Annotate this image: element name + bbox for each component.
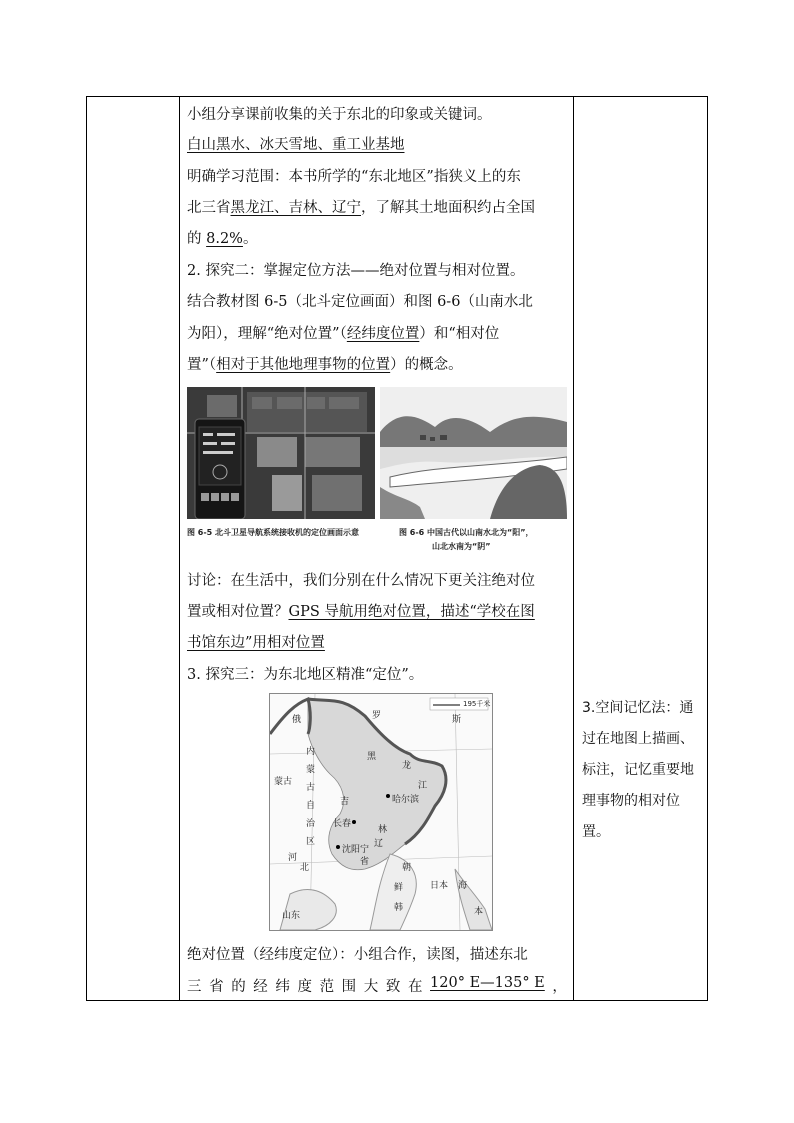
text-line-justified: 三 省 的 经 纬 度 范 围 大 致 在 120° E—135° E ， <box>187 975 567 995</box>
map-label: 蒙 <box>306 765 316 775</box>
figure-6-5-caption: 图 6-5 北斗卫星导航系统接收机的定位画面示意 <box>187 528 360 537</box>
map-label: 蒙古 <box>274 777 293 787</box>
figure-6-6-caption: 图 6-6 中国古代以山南水北为“阳”， <box>399 528 534 537</box>
text-line: 绝对位置（经纬度定位）：小组合作，读图，描述东北 <box>187 947 528 963</box>
answer-line: 白山黑水、冰天雪地、重工业基地 <box>187 137 405 153</box>
map-label: 斯 <box>452 715 462 725</box>
map-label: 宁 <box>360 845 370 855</box>
map-label: 内 <box>306 747 316 757</box>
answer-percent: 8.2% <box>206 231 243 247</box>
map-label: 俄 <box>292 715 302 725</box>
map-label: 罗 <box>372 711 382 721</box>
map-scale: 195千米 <box>463 700 491 708</box>
map-label: 海 <box>458 881 468 891</box>
map-label: 自 <box>306 801 316 811</box>
map-label: 鲜 <box>394 883 404 893</box>
map-label: 治 <box>306 819 316 829</box>
text-line: 讨论：在生活中，我们分别在什么情况下更关注绝对位 <box>187 573 535 589</box>
map-label: 龙 <box>402 761 412 771</box>
answer-provinces: 黑龙江、吉林、辽宁 <box>230 200 361 216</box>
column-divider-left <box>179 97 180 1000</box>
answer-discussion: GPS 导航用绝对位置，描述“学校在图 <box>288 604 535 620</box>
note-line: 3.空间记忆法：通 <box>582 700 694 716</box>
map-label: 日本 <box>430 881 449 891</box>
section-heading: 2. 探究二：掌握定位方法——绝对位置与相对位置。 <box>187 263 525 279</box>
map-label: 辽 <box>374 839 384 849</box>
map-label: 北 <box>300 863 310 873</box>
map-label: 古 <box>306 783 316 793</box>
map-label: 黑 <box>367 752 377 762</box>
section-heading: 3. 探究三：为东北地区精准“定位”。 <box>187 667 424 683</box>
map-label: 长春 <box>333 819 352 829</box>
map-label: 山东 <box>282 911 301 921</box>
note-line: 理事物的相对位 <box>582 793 680 809</box>
map-label: 区 <box>306 837 316 847</box>
map-label: 吉 <box>340 797 350 807</box>
map-label: 林 <box>378 825 388 835</box>
map-label: 本 <box>474 907 484 917</box>
text-line: 置”（相对于其他地理事物的位置）的概念。 <box>187 357 463 373</box>
map-label: 省 <box>360 857 370 867</box>
text-line: 置或相对位置？GPS 导航用绝对位置，描述“学校在图 <box>187 604 535 620</box>
lesson-table <box>86 96 708 1001</box>
answer-discussion-2: 书馆东边”用相对位置 <box>187 635 325 651</box>
map-label: 河 <box>288 853 298 863</box>
text-line: 结合教材图 6-5（北斗定位画面）和图 6-6（山南水北 <box>187 294 533 310</box>
text-line: 为阳），理解“绝对位置”（经纬度位置）和“相对位 <box>187 326 500 342</box>
northeast-map <box>269 693 493 931</box>
map-label: 江 <box>418 781 428 791</box>
text-line: 的 8.2%。 <box>187 231 258 247</box>
map-label: 朝 <box>402 863 412 873</box>
map-label: 哈尔滨 <box>392 795 420 805</box>
answer-absolute: 经纬度位置 <box>346 326 420 342</box>
column-divider-right <box>573 97 574 1000</box>
answer-relative: 相对于其他地理事物的位置 <box>216 357 391 373</box>
text-line: 明确学习范围：本书所学的“东北地区”指狭义上的东 <box>187 169 521 185</box>
map-label: 沈阳 <box>342 845 361 855</box>
textbook-figures <box>187 387 567 559</box>
note-line: 标注，记忆重要地 <box>582 762 694 778</box>
figure-6-6-caption-2: 山北水南为“阴” <box>432 542 491 551</box>
note-line: 过在地图上描画、 <box>582 731 694 747</box>
map-label: 韩 <box>394 903 404 913</box>
landscape-illustration <box>380 387 567 519</box>
text-line: 小组分享课前收集的关于东北的印象或关键词。 <box>187 107 492 123</box>
satellite-photo <box>187 387 375 519</box>
answer-longitude: 120° E—135° E <box>430 975 545 991</box>
note-line: 置。 <box>582 824 610 840</box>
text-line: 北三省黑龙江、吉林、辽宁，了解其土地面积约占全国 <box>187 200 535 216</box>
